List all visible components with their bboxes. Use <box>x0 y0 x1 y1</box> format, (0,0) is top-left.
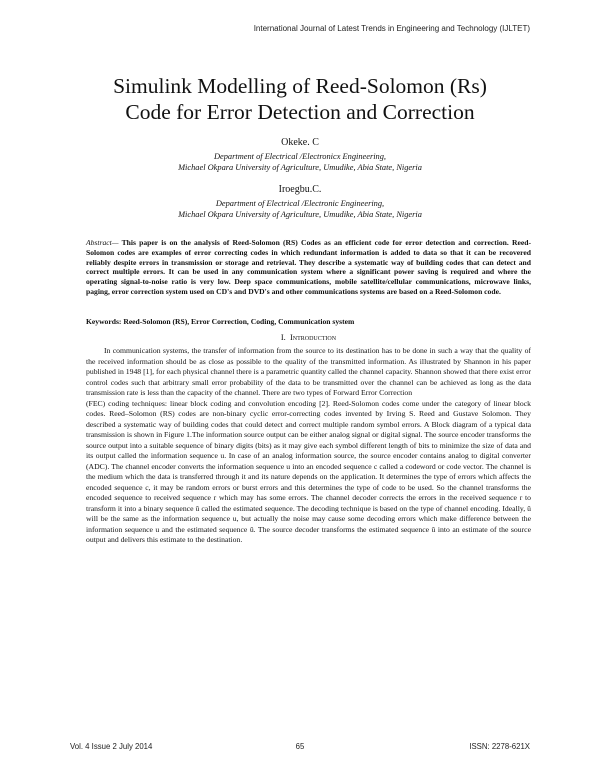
author-name-1: Okeke. C <box>281 137 319 148</box>
author-name-2: Iroegbu.C. <box>278 184 322 195</box>
footer-issn: ISSN: 2278-621X <box>469 742 530 751</box>
footer-page-number: 65 <box>295 742 305 751</box>
author-affiliation-1-line-2: Michael Okpara University of Agriculture, Umudike, Abia State, Nigeria <box>178 163 422 172</box>
author-affiliation-2 <box>40 198 560 220</box>
introduction-body <box>86 346 531 546</box>
author-affiliation-2-line-1: Department of Electrical /Electronic Engineering, <box>215 199 385 208</box>
body-paragraph-1: In communication systems, the transfer of information from the source to its destination has to be done in such a way that the quality of the received information should be as close as possible to the quality of the transmitted information. As illustrated by Shannon in his paper published in 1948 [1], for each physical channel there is a parametric quantity called the channel capacity. Shannon showed that there exist error control codes such that arbitrary small error probability of the data to be transmitted over the channel can be achieved as long as the data transmission rate is less than the capacity of the channel. There are two types of Forward Error Correction <box>86 346 531 397</box>
abstract-text: This paper is on the analysis of Reed-Solomon (RS) Codes as an efficient code for error detection and correction. Reed-Solomon codes are examples of error correcting codes in which redundant information is added to data so that it can be recovered reliably despite errors in transmission or storage and retrieval. They describe a systematic way of building codes that can detect and correct multiple errors. It can be used in any communication system where a significant power saving is required and where the operating signal-to-noise ratio is very low. Deep space communications, mobile satellite/cellular communications, microwave links, paging, error correction system used on CD's and DVD's and other communications systems are based on a Reed-Solomon code. <box>86 238 531 296</box>
journal-running-header: International Journal of Latest Trends in Engineering and Technology (IJLTET) <box>253 24 530 33</box>
abstract <box>86 238 531 297</box>
body-paragraph-2: (FEC) coding techniques: linear block coding and convolution encoding [2]. Reed-Solomon codes come under the category of linear block codes. Reed–Solomon (RS) codes are non-binary cyclic error-correcting codes invented by Irving S. Reed and Gustave Solomon. They described a systematic way of building codes that could detect and correct multiple random symbol errors. A Block diagram of a typical data transmission is shown in Figure 1.The information source output can be either analog signal or digital signal. The source encoder transforms the source output into a suitable sequence of binary digits (bits) as it may give each symbol different length of bits to minimize the size of data and its output called the information sequence u. In case of an analog information source, the source encoder contains analog to digital converter (ADC). The channel encoder converts the information sequence u into an encoded sequence c called a codeword or code vector. The channel is the medium which the data is transferred through it and its nature depends on the application. It determines the type of errors which affects the encoded sequence c, it may be random errors or burst errors and this determines the type of code to be used. So the channel transforms the encoded sequence to received sequence r which may has some errors. The channel decoder corrects the errors in the received sequence r to transform it into a binary sequence û called the estimated sequence. The decoding technique is based on the type of channel encoding. Ideally, û will be the same as the information sequence u, but actually the noise may cause some decoding errors which make difference between the information sequence u and the estimated sequence û. The source decoder transforms the estimated sequence û into an estimate of the source output and delivers this estimate to the destination. <box>86 398 531 544</box>
abstract-label: Abstract— <box>86 238 119 247</box>
section-heading-introduction <box>86 333 531 342</box>
author-affiliation-1-line-1: Department of Electrical /Electronicx Engineering, <box>213 152 387 161</box>
paper-title <box>40 73 560 125</box>
author-affiliation-2-line-2: Michael Okpara University of Agriculture, Umudike, Abia State, Nigeria <box>178 210 422 219</box>
paper-title-line-2: Code for Error Detection and Correction <box>125 100 475 124</box>
page-footer <box>70 742 530 752</box>
section-number: I. <box>280 333 286 342</box>
section-title: Introduction <box>289 333 337 342</box>
paper-title-line-1: Simulink Modelling of Reed-Solomon (Rs) <box>113 74 487 98</box>
keywords: Keywords: Reed-Solomon (RS), Error Correction, Coding, Communication system <box>86 317 355 326</box>
footer-volume: Vol. 4 Issue 2 July 2014 <box>70 742 153 751</box>
author-affiliation-1 <box>40 151 560 173</box>
